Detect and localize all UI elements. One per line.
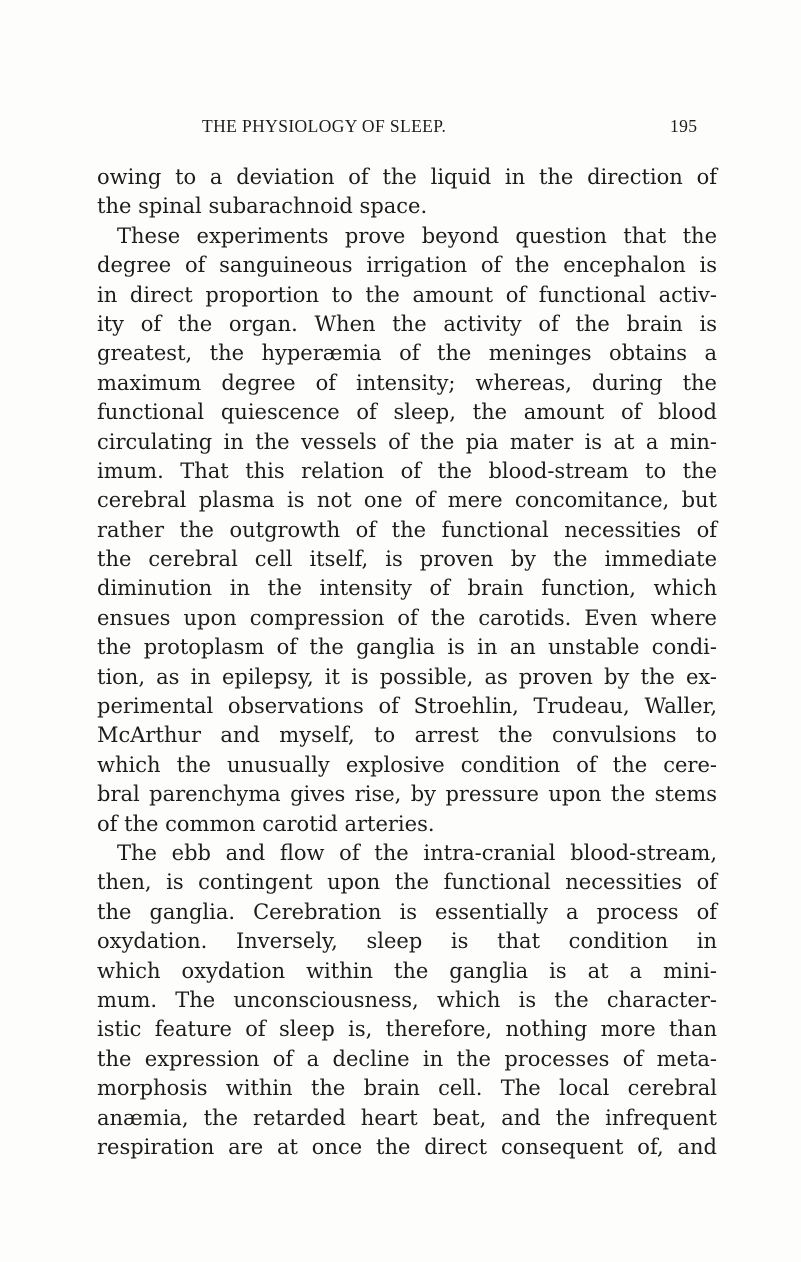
- text-line: which oxydation within the ganglia is at a mini-: [97, 958, 717, 983]
- text-line: bral parenchyma gives rise, by pressure upon the stems: [97, 782, 717, 807]
- text-line: perimental observations of Stroehlin, Trudeau, Waller,: [97, 694, 717, 719]
- text-line: imum. That this relation of the blood-stream to the: [97, 458, 717, 483]
- running-head: [0, 116, 801, 140]
- text-line: morphosis within the brain cell. The local cerebral: [97, 1076, 717, 1101]
- text-line: mum. The unconsciousness, which is the character-: [97, 987, 717, 1012]
- text-line: then, is contingent upon the functional necessities of: [97, 870, 717, 895]
- text-line: The ebb and flow of the intra-cranial blood-stream,: [117, 840, 717, 865]
- text-line: degree of sanguineous irrigation of the encephalon is: [97, 253, 717, 278]
- text-line: the cerebral cell itself, is proven by the immediate: [97, 547, 717, 572]
- text-line: of the common carotid arteries.: [97, 811, 435, 836]
- text-line: These experiments prove beyond question that the: [117, 223, 717, 248]
- text-line: circulating in the vessels of the pia mater is at a min-: [97, 429, 717, 454]
- text-line: the spinal subarachnoid space.: [97, 194, 428, 219]
- text-line: rather the outgrowth of the functional necessities of: [97, 517, 717, 542]
- text-line: the protoplasm of the ganglia is in an unstable condi-: [97, 635, 717, 660]
- text-line: istic feature of sleep is, therefore, nothing more than: [97, 1017, 717, 1042]
- page-number: 195: [670, 116, 698, 136]
- text-line: diminution in the intensity of brain function, which: [97, 576, 717, 601]
- text-line: respiration are at once the direct consequent of, and: [97, 1134, 717, 1159]
- running-head-title: THE PHYSIOLOGY OF SLEEP.: [202, 116, 447, 136]
- body-text: [97, 163, 717, 1162]
- text-line: greatest, the hyperæmia of the meninges obtains a: [97, 341, 717, 366]
- text-line: oxydation. Inversely, sleep is that condition in: [97, 929, 717, 954]
- text-line: which the unusually explosive condition of the cere-: [97, 752, 717, 777]
- text-line: maximum degree of intensity; whereas, during the: [97, 370, 717, 395]
- text-line: ity of the organ. When the activity of the brain is: [97, 311, 717, 336]
- text-line: in direct proportion to the amount of functional activ-: [97, 282, 717, 307]
- text-line: functional quiescence of sleep, the amount of blood: [97, 400, 717, 425]
- text-line: anæmia, the retarded heart beat, and the infrequent: [97, 1105, 717, 1130]
- text-line: the expression of a decline in the processes of meta-: [97, 1046, 717, 1071]
- text-line: McArthur and myself, to arrest the convulsions to: [97, 723, 717, 748]
- text-line: the ganglia. Cerebration is essentially a process of: [97, 899, 717, 924]
- text-line: ensues upon compression of the carotids. Even where: [97, 605, 717, 630]
- text-line: cerebral plasma is not one of mere concomitance, but: [97, 488, 717, 513]
- text-line: owing to a deviation of the liquid in the direction of: [97, 165, 717, 189]
- text-line: tion, as in epilepsy, it is possible, as proven by the ex-: [97, 664, 717, 689]
